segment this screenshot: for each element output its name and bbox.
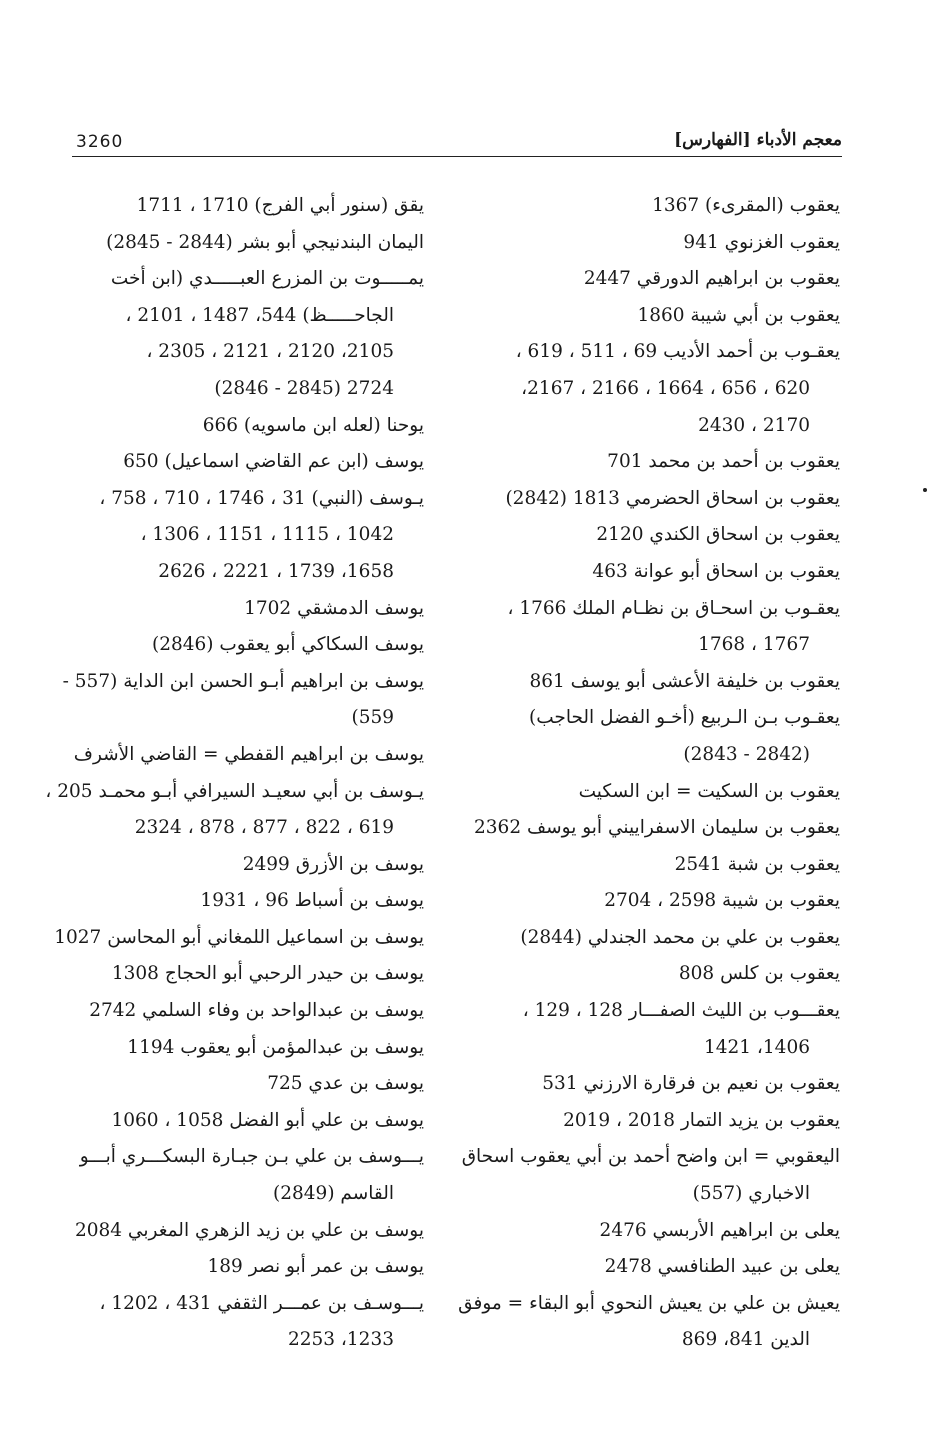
entry-continuation-line: 1042 ، 1115 ، 1151 ، 1306 ،: [140, 524, 394, 546]
entry-continuation-line: (2842 - 2843): [683, 743, 810, 765]
entry-line: يعقوب بن السكيت = ابن السكيت: [578, 780, 840, 802]
entry-continuation-line: 1658، 1739 ، 2221 ، 2626: [158, 560, 394, 582]
index-entry: [458, 1286, 840, 1359]
entry-continuation-line: 1233، 2253: [287, 1329, 394, 1351]
entry-line: يعقوب بن يزيد التمار 2018 ، 2019: [563, 1109, 840, 1131]
entry-line: اليمان البندنيجي أبو بشر (2844 - 2845): [106, 231, 424, 253]
entry-line: يوسف بن الأزرق 2499: [242, 853, 424, 875]
entry-line: يعيش بن علي بن يعيش النحوي أبو البقاء = موفق: [458, 1292, 840, 1314]
index-entry: [64, 627, 424, 664]
entry-line: يعقوب (المقرىء) 1367: [652, 195, 840, 216]
index-entry: [64, 956, 424, 993]
entry-line: يوسف بن اسماعيل اللمغاني أبو المحاسن 1027: [54, 926, 424, 948]
page-number: 3260: [76, 132, 124, 152]
index-entry: [64, 188, 424, 225]
index-entry: [480, 591, 840, 664]
entry-continuation-line: 2105، 2120 ، 2121 ، 2305 ،: [146, 341, 394, 363]
index-entry: [64, 737, 424, 774]
index-entry: [64, 1103, 424, 1140]
index-entry: [64, 1249, 424, 1286]
index-entry: [64, 1139, 424, 1212]
entry-line: يوسف الدمشقي 1702: [244, 597, 424, 619]
index-entry: [64, 225, 424, 262]
entry-line: يوسف بن عمر أبو نصر 189: [207, 1256, 424, 1278]
entry-line: يعقوب بن اسحاق الكندي 2120: [596, 524, 840, 546]
entry-continuation-line: القاسم (2849): [273, 1183, 394, 1205]
entry-continuation-line: الدين 841، 869: [681, 1329, 810, 1351]
index-entry: [64, 481, 424, 591]
entry-line: يعلى بن عبيد الطنافسي 2478: [604, 1256, 840, 1278]
entry-line: يـــوسـف بن عمـــر الثقفي 431 ، 1202 ،: [99, 1292, 424, 1314]
index-entry: [480, 188, 840, 225]
entry-continuation-line: 1406، 1421: [703, 1036, 810, 1058]
entry-line: يعقوب بن ابراهيم الدورقي 2447: [583, 268, 840, 290]
page-header: [72, 128, 842, 160]
entry-line: يعقوب بن نعيم بن فرقارة الارزني 531: [542, 1073, 840, 1095]
entry-line: يعلى بن ابراهيم الأربسي 2476: [599, 1219, 840, 1241]
index-entry: [64, 664, 424, 737]
entry-line: يعقـوب بن أحمد الأديب 69 ، 511 ، 619 ،: [515, 341, 840, 363]
index-entry: [480, 993, 840, 1066]
index-entry: [64, 1213, 424, 1250]
index-entry: [480, 774, 840, 811]
index-column-right: [458, 188, 840, 1359]
entry-continuation-line: 620 ، 656 ، 1664 ، 2166 ، 2167،: [521, 377, 810, 399]
entry-line: يوسف بن عدي 725: [267, 1073, 424, 1095]
index-entry: [480, 1103, 840, 1140]
index-entry: [480, 261, 840, 298]
index-entry: [480, 481, 840, 518]
entry-continuation-line: الاخباري (557): [692, 1183, 810, 1205]
entry-line: يعقوب بن خليفة الأعشى أبو يوسف 861: [529, 670, 840, 692]
entry-continuation-line: 2724 (2845 - 2846): [214, 377, 394, 399]
entry-line: يعقوب بن سليمان الاسفراييني أبو يوسف 2362: [474, 817, 840, 839]
entry-line: يمـــــوت بن المزرع العبـــــدي (ابن أخت: [110, 268, 424, 290]
entry-continuation-line: 619 ، 822 ، 877 ، 878 ، 2324: [134, 817, 394, 839]
index-entry: [64, 1066, 424, 1103]
entry-line: يعقوب الغزنوي 941: [683, 231, 840, 253]
entry-line: يعقوب بن أحمد بن محمد 701: [607, 451, 840, 473]
entry-line: يوسف (ابن عم القاضي اسماعيل) 650: [123, 451, 424, 473]
index-entry: [480, 1213, 840, 1250]
index-entry: [474, 810, 840, 847]
entry-line: يوحنا (لعله ابن ماسويه) 666: [202, 414, 424, 436]
index-entry: [45, 774, 424, 847]
index-entry: [480, 334, 840, 444]
header-rule: [72, 156, 842, 157]
entry-line: يوسف بن عبدالمؤمن أبو يعقوب 1194: [127, 1036, 424, 1058]
index-entry: [64, 408, 424, 445]
entry-line: يوسف بن ابراهيم القفطي = القاضي الأشرف: [73, 743, 424, 765]
entry-line: يعقوب بن شيبة 2598 ، 2704: [604, 890, 840, 912]
running-title: معجم الأدباء [الفهارس]: [674, 130, 842, 150]
entry-line: يعقـــوب بن الليث الصفـــار 128 ، 129 ،: [522, 1000, 840, 1022]
entry-line: يوسف بن علي بن زيد الزهري المغربي 2084: [74, 1219, 424, 1241]
entry-line: يعقـوب بـن الـربيع (أخـو الفضل الحاجب): [529, 707, 840, 729]
entry-line: يعقوب بن شبة 2541: [674, 853, 840, 875]
index-entry: [64, 883, 424, 920]
entry-continuation-line: 1767 ، 1768: [698, 634, 810, 656]
index-entry: [480, 298, 840, 335]
index-column-left: [45, 188, 424, 1359]
entry-line: يعقوب بن أبي شيبة 1860: [637, 304, 840, 326]
entry-continuation-line: 559): [351, 707, 394, 729]
index-entry: [64, 444, 424, 481]
index-entry: [480, 664, 840, 701]
entry-line: يوسف بن علي أبو الفضل 1058 ، 1060: [111, 1109, 424, 1131]
index-entry: [480, 554, 840, 591]
index-entry: [480, 700, 840, 773]
index-entry: [480, 1249, 840, 1286]
index-entry: [64, 591, 424, 628]
entry-line: يـــوسف بن علي بـن جبـارة البسكـــري أبـــو: [79, 1146, 424, 1168]
entry-line: اليعقوبي = ابن واضح أحمد بن أبي يعقوب اسحاق: [461, 1146, 840, 1168]
entry-continuation-line: الجاحـــــظ) 544، 1487 ، 2101 ،: [125, 304, 394, 326]
entry-line: يعقوب بن كلس 808: [678, 963, 840, 985]
entry-line: يوسف السكاكي أبو يعقوب (2846): [151, 634, 424, 656]
entry-line: يوسف بن ابراهيم أبـو الحسن ابن الداية (557 -: [62, 670, 424, 692]
index-entry: [480, 920, 840, 957]
entry-line: يعقوب بن اسحاق الحضرمي 1813 (2842): [505, 487, 840, 509]
index-entry: [64, 993, 424, 1030]
index-entry: [480, 847, 840, 884]
index-entry: [54, 920, 424, 957]
entry-line: يقق (سنور أبي الفرج) 1710 ، 1711: [136, 195, 424, 216]
entry-line: يـوسف (النبي) 31 ، 1746 ، 710 ، 758 ،: [99, 487, 424, 509]
entry-line: يوسف بن عبدالواحد بن وفاء السلمي 2742: [89, 1000, 424, 1022]
entry-line: يوسف بن حيدر الرحبي أبو الحجاج 1308: [111, 963, 424, 985]
index-entry: [480, 225, 840, 262]
index-entry: [480, 883, 840, 920]
margin-mark: [923, 488, 927, 492]
index-entry: [64, 1286, 424, 1359]
entry-line: يعقـوب بن اسحـاق بن نظـام الملك 1766 ،: [507, 597, 840, 619]
index-entry: [64, 1030, 424, 1067]
index-entry: [480, 444, 840, 481]
index-entry: [480, 1066, 840, 1103]
index-entry: [480, 517, 840, 554]
index-entry: [461, 1139, 840, 1212]
entry-continuation-line: 2170 ، 2430: [698, 414, 810, 436]
entry-line: يعقوب بن علي بن محمد الجندلي (2844): [520, 926, 840, 948]
entry-line: يـوسف بن أبي سعيـد السيرافي أبـو محمـد 205 ،: [45, 780, 424, 802]
index-entry: [480, 956, 840, 993]
index-entry: [64, 847, 424, 884]
entry-line: يوسف بن أسباط 96 ، 1931: [200, 890, 424, 912]
entry-line: يعقوب بن اسحاق أبو عوانة 463: [592, 560, 840, 582]
index-entry: [64, 261, 424, 407]
